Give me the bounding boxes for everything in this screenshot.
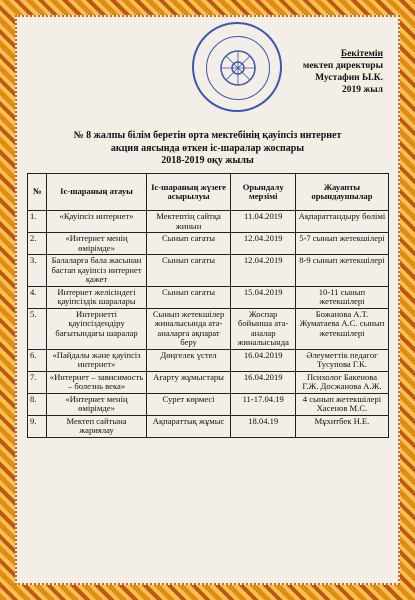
cell-implementation: Сурет көрмесі [146, 393, 231, 415]
cell-event: «Қауіпсіз интернет» [47, 211, 146, 233]
cell-number: 5. [28, 308, 47, 349]
cell-responsible: 5-7 сынып жетекшілері [295, 233, 388, 255]
table-header-row [28, 174, 389, 211]
header-deadline: Орындалу мерзімі [231, 174, 295, 211]
table-row [28, 415, 389, 437]
table-row [28, 371, 389, 393]
cell-deadline: Жоспар бойынша ата-аналар жиналысында [231, 308, 295, 349]
cell-implementation: Мектептің сайтқа жинын [146, 211, 231, 233]
table-row [28, 255, 389, 287]
cell-implementation: Сынып сағаты [146, 233, 231, 255]
cell-number: 7. [28, 371, 47, 393]
cell-responsible: Божанова А.Т. Жуматаева А.С. сынып жетекшілері [295, 308, 388, 349]
cell-deadline: 11.04.2019 [231, 211, 295, 233]
cell-event: Интернетті қауіпсіздендіру бағытындағы шаралар [47, 308, 146, 349]
approval-block [253, 48, 383, 96]
approval-name: Мустафин Ы.К. [315, 73, 383, 83]
cell-event: «Интернет менің өмірімде» [47, 233, 146, 255]
cell-deadline: 12.04.2019 [231, 233, 295, 255]
cell-responsible: Әлеуметтік педагог Тусупова Г.К. [295, 349, 388, 371]
cell-deadline: 16.04.2019 [231, 371, 295, 393]
cell-event: Мектеп сайтына жариялау [47, 415, 146, 437]
table-row [28, 349, 389, 371]
cell-implementation: Ақпараттық жұмыс [146, 415, 231, 437]
cell-number: 2. [28, 233, 47, 255]
cell-number: 1. [28, 211, 47, 233]
cell-deadline: 11-17.04.19 [231, 393, 295, 415]
cell-deadline: 16.04.2019 [231, 349, 295, 371]
header-event-name: Іс-шараның атауы [47, 174, 146, 211]
cell-event: Балаларға бала жасынан бастап қауіпсіз интернет қажет [47, 255, 146, 287]
cell-responsible: 8-9 сынып жетекшілері [295, 255, 388, 287]
cell-responsible: Ақпараттандыру бөлімі [295, 211, 388, 233]
title-line-1: № 8 жалпы білім беретін орта мектебінің қауіпсіз интернет [73, 130, 342, 141]
cell-deadline: 18.04.19 [231, 415, 295, 437]
cell-event: «Интернет – зависимость – болезнь века» [47, 371, 146, 393]
cell-number: 6. [28, 349, 47, 371]
cell-implementation: Сынып сағаты [146, 255, 231, 287]
cell-event: Интернет желісіндегі қауіпсіздік шаралары [47, 286, 146, 308]
emblem-icon [218, 48, 258, 88]
table-row [28, 286, 389, 308]
table-row [28, 308, 389, 349]
cell-number: 3. [28, 255, 47, 287]
table-row [28, 233, 389, 255]
table-row [28, 393, 389, 415]
plan-table [27, 173, 389, 438]
cell-responsible: Мұхитбек Н.Е. [295, 415, 388, 437]
approval-role: мектеп директоры [302, 61, 383, 71]
cell-deadline: 15.04.2019 [231, 286, 295, 308]
cell-implementation: Дөңгелек үстел [146, 349, 231, 371]
cell-number: 4. [28, 286, 47, 308]
approval-word: Бекітемін [340, 49, 383, 59]
document-title [30, 130, 385, 168]
header-responsible: Жауапты орындаушылар [295, 174, 388, 211]
cell-event: «Интернет менің өмірімде» [47, 393, 146, 415]
cell-implementation: Сынып жетекшілер жиналысында ата-аналарға ақпарат беру [146, 308, 231, 349]
cell-number: 9. [28, 415, 47, 437]
cell-responsible: 4 сынып жетекшілері Хасенов М.С. [295, 393, 388, 415]
cell-responsible: 10-11 сынып жетекшілері [295, 286, 388, 308]
cell-number: 8. [28, 393, 47, 415]
title-line-2: акция аясында өткен іс-шаралар жоспары [110, 142, 305, 154]
title-line-3: 2018-2019 оқу жылы [161, 155, 254, 166]
cell-event: «Пайдалы және қауіпсіз интернет» [47, 349, 146, 371]
cell-implementation: Сынып сағаты [146, 286, 231, 308]
approval-year: 2019 жыл [341, 85, 383, 95]
cell-deadline: 12.04.2019 [231, 255, 295, 287]
header-implementation: Іс-шараның жүзеге асырылуы [146, 174, 231, 211]
cell-implementation: Ағарту жұмыстары [146, 371, 231, 393]
header-number: № [28, 174, 47, 211]
table-row [28, 211, 389, 233]
cell-responsible: Психолог Бакенова Г.Ж. Досжанова А.Ж. [295, 371, 388, 393]
